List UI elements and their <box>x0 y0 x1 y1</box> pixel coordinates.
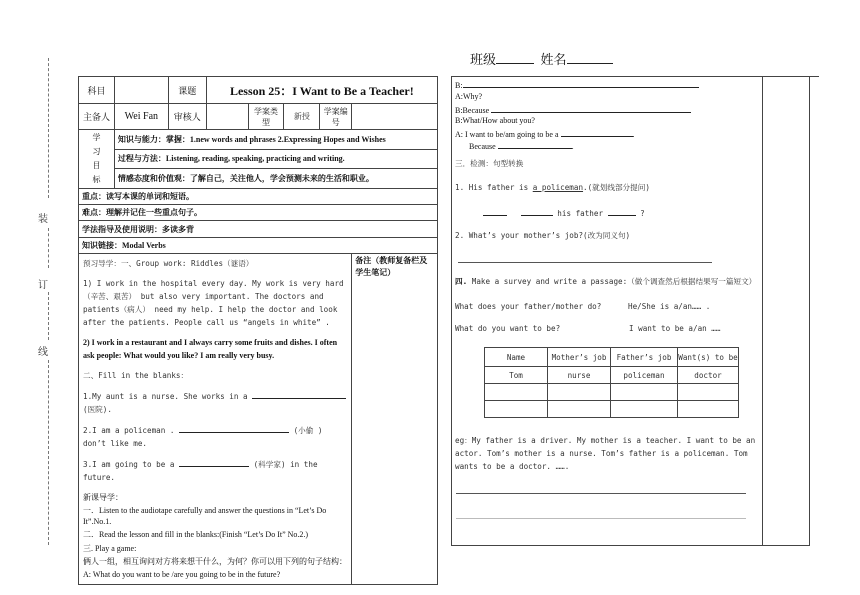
answer-blank-1[interactable] <box>483 206 507 216</box>
name-blank[interactable] <box>567 50 613 64</box>
knowledge-link: 知识链接：Modal Verbs <box>79 238 438 254</box>
check-title: 三．检测：句型转换 <box>455 159 524 168</box>
number-value[interactable] <box>352 104 438 130</box>
goals-char-2: 习 <box>92 147 101 156</box>
step-1: 一．Listen to the audiotape carefully and answer the questions in “Let’s Do It”.No.1. <box>83 506 327 526</box>
fill-3-text: 3.I am going to be a <box>83 460 175 469</box>
goals-char-3: 目 <box>92 161 101 170</box>
survey-header-row <box>485 348 739 367</box>
survey-empty-cell[interactable] <box>485 401 548 418</box>
binding-line-top <box>48 58 49 198</box>
goal-knowledge: 知识与能力：掌握：1.new words and phrases 2.Expressing Hopes and Wishes <box>114 130 437 150</box>
survey-empty-cell[interactable] <box>548 401 611 418</box>
step-2: 二．Read the lesson and fill in the blanks:(Finish “Let’s Do It” No.2.) <box>83 530 309 539</box>
goals-char-4: 标 <box>92 175 101 184</box>
passage-line-1[interactable] <box>456 493 746 494</box>
subject-label: 科目 <box>79 77 115 104</box>
name-label: 姓名 <box>540 52 567 67</box>
class-blank[interactable] <box>496 50 534 64</box>
type-label: 学案类型 <box>248 104 284 130</box>
survey-a-self: I want to be a/an …… <box>629 324 721 333</box>
check-q1-pre: 1. His father is <box>455 183 533 192</box>
dialog-b-blank[interactable] <box>463 78 699 88</box>
binding-char-xian: 线 <box>38 347 48 358</box>
fill-title: 二、Fill in the blanks： <box>83 371 189 380</box>
fill-1-text: 1.My aunt is a nurse. She works in a <box>83 392 248 401</box>
survey-cell-name: Tom <box>485 367 548 384</box>
dialog-b-what: B:What/How about you? <box>455 116 535 125</box>
survey-example: eg：My father is a driver. My mother is a teacher. I want to be an actor. Tom’s mother is a nurse. Tom’s father is a policeman. Tom wants to be a doctor. ……. <box>455 436 756 471</box>
check-q1-mid: his father <box>557 209 604 218</box>
study-method: 学法指导及使用说明：多读多背 <box>79 221 438 238</box>
key-point: 重点：读写本课的单词和短语。 <box>79 189 438 205</box>
class-label: 班级 <box>470 52 497 67</box>
lesson-body <box>79 254 352 585</box>
survey-table <box>484 347 739 418</box>
dialog-because-blank[interactable] <box>491 103 691 113</box>
dialog-b-because-label: B:Because <box>455 106 490 115</box>
fill-3-hint: (科学家) in the future. <box>83 460 318 482</box>
answer-blank-2[interactable] <box>521 206 553 216</box>
preparer-label: 主备人 <box>79 104 115 130</box>
survey-empty-cell[interactable] <box>678 401 739 418</box>
survey-empty-cell[interactable] <box>485 384 548 401</box>
fill-1-hint: (医院). <box>83 405 112 414</box>
class-name-header <box>470 49 613 68</box>
topic-label: 课题 <box>168 77 206 104</box>
survey-a-parent: He/She is a/an…… . <box>628 302 711 311</box>
preview-heading: 预习导学：一、Group work: Riddles（谜语） <box>83 259 254 268</box>
survey-empty-cell[interactable] <box>548 384 611 401</box>
fill-item-2 <box>83 423 347 450</box>
dialog-want-blank[interactable] <box>561 127 633 137</box>
binding-line-mid2 <box>48 292 49 340</box>
check-q1-post: .(就划线部分提问) <box>583 183 650 192</box>
survey-header-name: Name <box>485 348 548 367</box>
survey-empty-row <box>485 384 739 401</box>
check-q1-underlined: a policeman <box>532 183 584 192</box>
fill-item-1 <box>83 389 347 416</box>
answer-blank-3[interactable] <box>608 206 636 216</box>
number-label: 学案编号 <box>320 104 352 130</box>
right-page-top-rule <box>451 76 819 77</box>
survey-empty-cell[interactable] <box>611 401 678 418</box>
dialog-want-period: . <box>632 130 635 139</box>
fill-item-3 <box>83 457 347 484</box>
goals-char-1: 学 <box>92 133 101 142</box>
survey-q-self: What do you want to be? <box>455 324 561 333</box>
fill-2-hint: (小偷 ) don’t like me. <box>83 426 323 448</box>
type-value: 新授 <box>284 104 320 130</box>
notes-column <box>352 254 438 585</box>
dialog-because-period: . <box>571 142 574 151</box>
goal-attitude: 情感态度和价值观：了解自己，关注他人，学会预测未来的生活和职业。 <box>114 169 437 189</box>
dialog-a-want-label: A: I want to be/am going to be a <box>455 130 559 139</box>
fill-3-blank[interactable] <box>179 457 249 467</box>
difficult-point: 难点：理解并记住一些重点句子。 <box>79 205 438 221</box>
check-q1-answer: his father ? <box>483 206 645 220</box>
dialog-b-label: B: <box>455 81 463 90</box>
dialog-b-line <box>455 78 699 92</box>
survey-row <box>485 367 739 384</box>
reviewer-value[interactable] <box>206 104 248 130</box>
binding-line-bottom <box>48 360 49 545</box>
goals-vertical-label <box>79 130 115 189</box>
binding-line-mid <box>48 228 49 268</box>
reviewer-label: 审核人 <box>168 104 206 130</box>
fill-2-text: 2.I am a policeman . <box>83 426 175 435</box>
fill-1-blank[interactable] <box>252 389 346 399</box>
binding-char-zhuang: 装 <box>38 214 48 225</box>
survey-task-text: Make a survey and write a passage:（做个调查然后根据结果写一篇短文） <box>467 277 757 286</box>
goal-process: 过程与方法：Listening, reading, speaking, practicing and writing. <box>114 149 437 169</box>
fill-2-blank[interactable] <box>179 423 289 433</box>
survey-header-mother: Mother’s job <box>548 348 611 367</box>
passage-line-2[interactable] <box>456 518 746 519</box>
step-3: 三. Play a game: <box>83 544 137 553</box>
dialog-a-why: A:Why? <box>455 92 483 101</box>
survey-q-parent: What does your father/mother do? <box>455 302 602 311</box>
dialog-because <box>469 139 574 153</box>
lesson-plan-table <box>78 76 438 585</box>
lesson-title: Lesson 25：I Want to Be a Teacher! <box>206 77 437 104</box>
riddle-1: 1) I work in the hospital every day. My work is very hard（辛苦、艰苦） but also very important. The doctors and patients（病人） need my help. I help the doctor and look after the patients. People call us “angels in white” . <box>83 279 344 327</box>
step-3-description: 俩人一组，相互询问对方将来想干什么，为何？你可以用下列的句子结构： <box>83 557 347 566</box>
survey-task <box>455 276 760 287</box>
dialog-because-2-blank[interactable] <box>498 139 572 149</box>
survey-cell-mother: nurse <box>548 367 611 384</box>
notes-label: 备注（教师复备栏及学生笔记） <box>355 256 428 277</box>
riddle-2: 2) I work in a restaurant and I always carry some fruits and dishes. I often ask people: What would you like? I am really very busy. <box>83 338 338 360</box>
binding-char-ding: 订 <box>38 280 48 291</box>
check-q1 <box>455 182 650 194</box>
new-lesson-heading: 新课导学： <box>83 493 123 502</box>
survey-empty-cell[interactable] <box>678 384 739 401</box>
survey-cell-want: doctor <box>678 367 739 384</box>
survey-cell-father: policeman <box>611 367 678 384</box>
preparer-name: Wei Fan <box>114 104 168 130</box>
survey-empty-row <box>485 401 739 418</box>
subject-value[interactable] <box>114 77 168 104</box>
right-notes-divider <box>762 76 763 546</box>
survey-task-number: 四. <box>455 277 468 286</box>
survey-header-want: Want(s) to be <box>678 348 739 367</box>
dialog-because-label: Because <box>469 142 496 151</box>
survey-header-father: Father’s job <box>611 348 678 367</box>
check-q2-answer-line[interactable] <box>458 262 712 263</box>
step-3-question: A: What do you want to be /are you going to be in the future? <box>83 570 281 579</box>
check-q2: 2. What’s your mother’s job?(改为同义句) <box>455 231 631 240</box>
survey-empty-cell[interactable] <box>611 384 678 401</box>
